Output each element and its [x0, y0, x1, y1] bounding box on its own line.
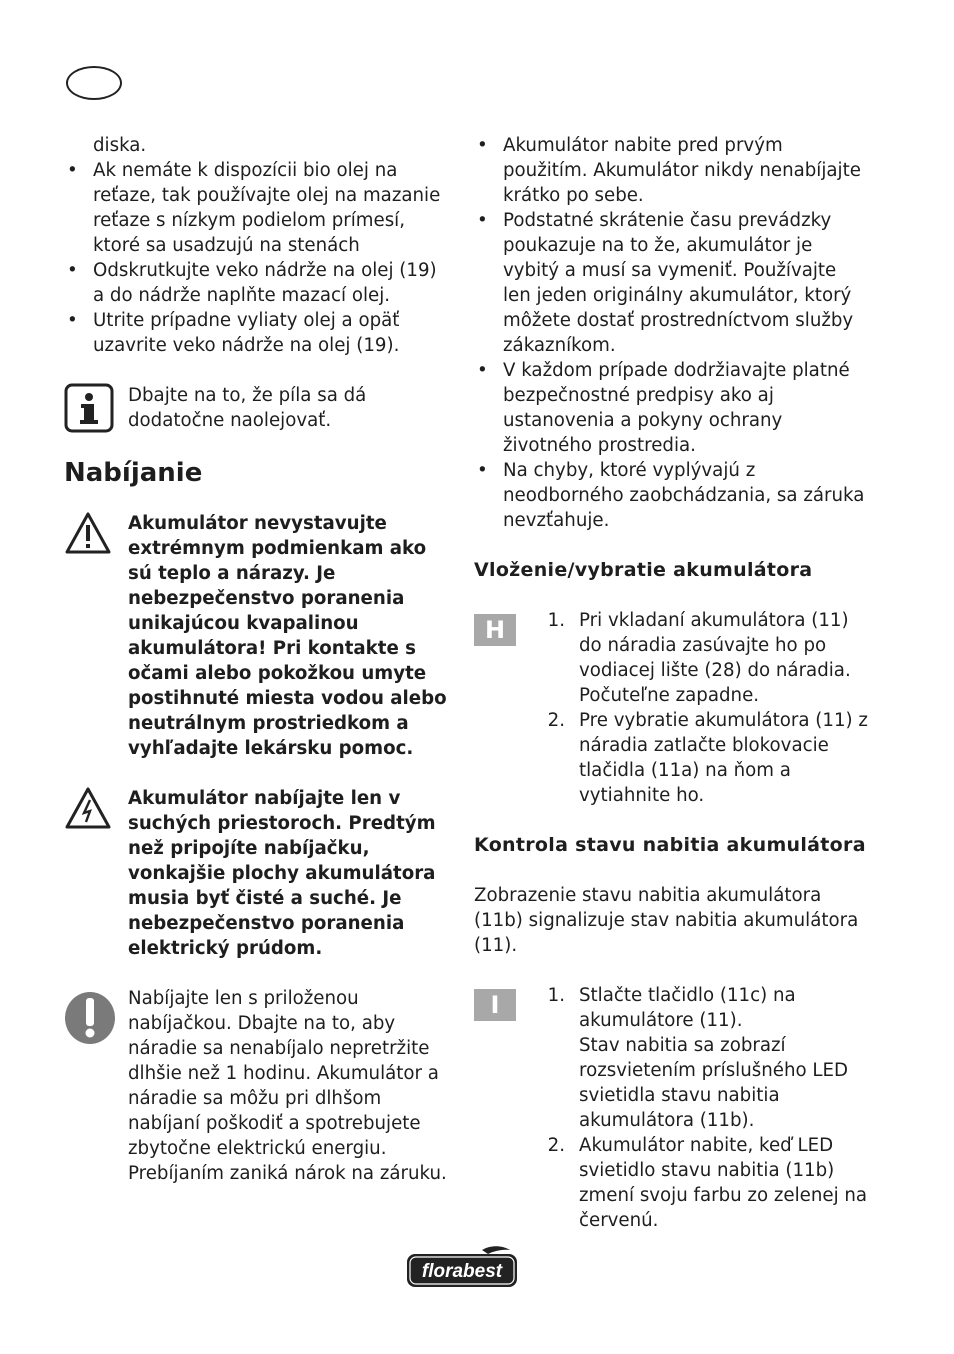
charge-heading: Kontrola stavu nabitia akumulátora	[474, 834, 866, 856]
caution-note	[64, 986, 452, 1186]
info-note-text: Dbajte na to, že píla sa dá dodatočne naolejovať.	[128, 385, 367, 431]
list-item: • V každom prípade dodržiavajte platné bezpečnostné predpisy ako aj ustanovenia a pokyny ochrany životného prostredia.	[474, 358, 868, 458]
warning-note	[64, 511, 452, 761]
electric-warning-icon	[64, 786, 128, 961]
info-note	[64, 383, 452, 440]
oil-bullet-list	[64, 158, 452, 358]
step-badge-h: H	[474, 614, 516, 646]
list-item: • Odskrutkujte veko nádrže na olej (19) a do nádrže naplňte mazací olej.	[64, 258, 452, 308]
list-item: 2. Akumulátor nabite, keď LED svietidlo stavu nabitia (11b) zmení svoju farbu zo zelenej na červenú.	[547, 1135, 868, 1231]
electric-warning-text: Akumulátor nabíjajte len v suchých priestoroch. Predtým než pripojíte nabíjačku, vonkajšie plochy akumulátora musia byť čisté a suché. Je nebezpečenstvo poranenia elektrický prúdom.	[128, 788, 436, 959]
list-item: • Na chyby, ktoré vyplývajú z neodborného zaobchádzania, sa záruka nevzťahuje.	[474, 458, 868, 533]
warning-text: Akumulátor nevystavujte extrémnym podmienkam ako sú teplo a nárazy. Je nebezpečenstvo poranenia unikajúcou kvapalinou akumulátora! Pri kontakte s očami alebo pokožkou umyte postihnuté miesta vodou alebo neutrálnym prostriedkom a vyhľadajte lekársku pomoc.	[128, 513, 447, 759]
list-item: • Utrite prípadne vyliaty olej a opäť uzavrite veko nádrže na olej (19).	[64, 308, 452, 358]
list-item: • Ak nemáte k dispozícii bio olej na reťaze, tak používajte olej na mazanie reťaze s nízkym podielom prímesí, ktoré sa usadzujú na stenách	[64, 158, 452, 258]
battery-bullet-list	[474, 133, 868, 533]
list-item: 1. Pri vkladaní akumulátora (11) do náradia zasúvajte ho po vodiacej lište (28) do náradia. Počuteľne zapadne.	[547, 610, 851, 706]
charge-paragraph: Zobrazenie stavu nabitia akumulátora (11b) signalizuje stav nabitia akumulátora (11).	[474, 885, 859, 956]
warning-triangle-icon	[64, 511, 128, 761]
list-item: 1. Stlačte tlačidlo (11c) na akumulátore (11). Stav nabitia sa zobrazí rozsvietením príslušného LED svietidla stavu nabitia akumulátora (11b).	[547, 985, 849, 1131]
section-title: Nabíjanie	[64, 458, 203, 488]
electric-warning-note	[64, 786, 452, 961]
left-column	[64, 133, 452, 1186]
list-item: 2. Pre vybratie akumulátora (11) z náradia zatlačte blokovacie tlačidla (11a) na ňom a vytiahnite ho.	[547, 710, 868, 806]
brand-logo	[404, 1244, 520, 1290]
list-item: • Akumulátor nabite pred prvým použitím. Akumulátor nikdy nenabíjajte krátko po sebe.	[474, 133, 868, 208]
exclamation-circle-icon	[64, 986, 128, 1186]
language-badge	[66, 66, 122, 100]
step-badge-i: I	[474, 989, 516, 1021]
insert-steps	[474, 608, 868, 808]
caution-text: Nabíjajte len s priloženou nabíjačkou. Dbajte na to, aby náradie sa nenabíjalo nepretržite dlhšie než 1 hodinu. Akumulátor a náradie sa môžu pri dlhšom nabíjaní poškodiť a spotrebujete zbytočne elektrickú energiu. Prebíjaním zaniká nárok na záruku.	[128, 988, 447, 1184]
continued-text: diska.	[93, 135, 147, 156]
insert-heading: Vloženie/vybratie akumulátora	[474, 559, 813, 581]
logo-text: florabest	[421, 1261, 503, 1282]
list-item: • Podstatné skrátenie času prevádzky poukazuje na to že, akumulátor je vybitý a musí sa vymeniť. Používajte len jeden originálny akumulátor, ktorý môžete dostať prostredníctvom služby zákazníkom.	[474, 208, 868, 358]
right-column	[474, 133, 868, 1233]
charge-steps	[474, 983, 868, 1233]
info-icon	[64, 383, 128, 440]
